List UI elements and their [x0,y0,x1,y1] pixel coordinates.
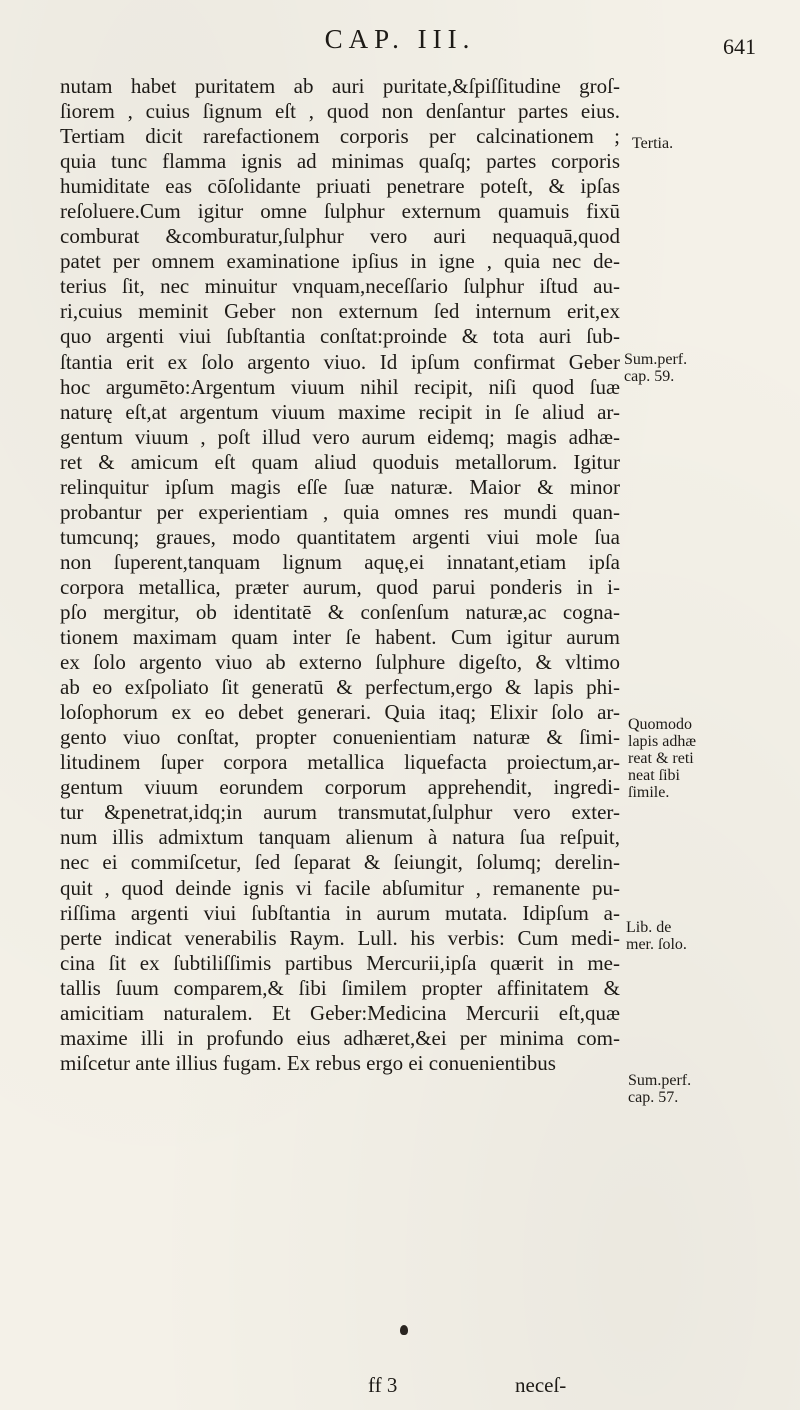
running-head: CAP. III. [324,24,476,54]
text-line: gentum viuum , poſt illud vero aurum eidemq; magis adhæ- [60,424,620,449]
text-line: nutam habet puritatem ab auri puritate,&ſpiſſitudine groſ- [60,74,620,98]
text-line: relinquitur ipſum magis eſſe ſuæ naturæ. Maior & minor [60,474,620,499]
text-line: nec ei commiſcetur, ſed ſeparat & ſeiungit, ſolumq; derelin- [60,850,620,875]
margin-note: Sum.perf. cap. 57. [628,1072,692,1106]
text-line: ab eo exſpoliato ſit generatū & perfectum,ergo & lapis phi- [60,675,620,700]
text-line: amicitiam naturalem. Et Geber:Medicina Mercurii eſt,quæ [60,1000,620,1025]
text-line: naturę eſt,at argentum viuum maxime recipit in ſe aliud ar- [60,399,620,424]
text-line: ri,cuius meminit Geber non externum ſed internum erit,ex [60,299,620,324]
text-line: num illis admixtum tanquam alienum à natura ſua reſpuit, [60,825,620,850]
text-line: loſophorum ex eo debet generari. Quia itaq; Elixir ſolo ar- [60,700,620,725]
catchword: neceſ- [515,1373,567,1397]
margin-note: Lib. de mer. ſolo. [626,919,687,953]
text-line: tur &penetrat,idq;in aurum transmutat,ſulphur vero exter- [60,800,620,825]
page-footer [0,1373,800,1399]
margin-note: Quomodo lapis adhæ reat & reti neat ſibi ſimile. [628,716,696,801]
text-line: quit , quod deinde ignis vi facile abſumitur , remanente pu- [60,875,620,900]
margin-note: Sum.perf. cap. 59. [624,351,688,385]
text-line: maxime illi in profundo eius adhæret,&ei per minima com- [60,1025,620,1050]
text-line: gento viuo conſtat, propter conuenientiam naturæ & ſimi- [60,725,620,750]
text-line: quo argenti viui ſubſtantia conſtat:proinde & tota auri ſub- [60,324,620,349]
text-line: humiditate eas cōſolidante priuati penetrare poteſt, & ipſas [60,174,620,199]
text-line: non ſuperent,tanquam lignum aquę,ei innatant,etiam ipſa [60,549,620,574]
text-line: pſo mergitur, ob identitatē & conſenſum naturæ,ac cogna- [60,599,620,624]
text-line: miſcetur ante illius fugam. Ex rebus ergo ei conuenientibus [60,1050,556,1075]
signature-mark: ff 3 [368,1373,398,1397]
text-line: quia tunc flamma ignis ad minimas quaſq; partes corporis [60,149,620,174]
text-line: tumcunq; graues, modo quantitatem argenti viui mole ſua [60,524,620,549]
text-line: cina ſit ex ſubtiliſſimis partibus Mercurii,ipſa quærit in me- [60,950,620,975]
text-line: hoc argumēto:Argentum viuum nihil recipit, niſi quod ſuæ [60,374,620,399]
text-line: reſoluere.Cum igitur omne ſulphur externum quamuis fixū [60,199,620,224]
text-line: ex ſolo argento viuo ab externo ſulphure digeſto, & vltimo [60,650,620,675]
text-line: probantur per experientiam , quia omnes res mundi quan- [60,499,620,524]
text-line: corpora metallica, præter aurum, quod parui ponderis in i- [60,574,620,599]
text-line: tionem maximam quam inter ſe habent. Cum igitur aurum [60,625,620,650]
text-line: comburat &comburatur,ſulphur vero auri nequaquā,quod [60,224,620,249]
text-line: tallis ſuum comparem,& ſibi ſimilem propter affinitatem & [60,975,620,1000]
text-line: patet per omnem examinatione ipſius in igne , quia nec de- [60,249,620,274]
text-line: Tertiam dicit rarefactionem corporis per calcinationem ; [60,124,620,149]
ink-speck [400,1325,408,1335]
text-line: ret & amicum eſt quam aliud quoduis metallorum. Igitur [60,449,620,474]
text-line: litudinem ſuper corpora metallica liquefacta proiectum,ar- [60,750,620,775]
text-line: ſiorem , cuius ſignum eſt , quod non denſantur partes eius. [60,99,620,124]
text-line: perte indicat venerabilis Raym. Lull. his verbis: Cum medi- [60,925,620,950]
text-line: terius ſit, nec minuitur vnquam,neceſſario ſulphur iſtud au- [60,274,620,299]
text-line: ſtantia erit ex ſolo argento viuo. Id ipſum confirmat Geber [60,349,620,374]
page-number: 641 [723,34,756,59]
margin-note: Tertia. [632,135,674,152]
text-line: riſſima argenti viui ſubſtantia in aurum mutata. Idipſum a- [60,900,620,925]
text-line: gentum viuum eorundem corporum apprehendit, ingredi- [60,775,620,800]
